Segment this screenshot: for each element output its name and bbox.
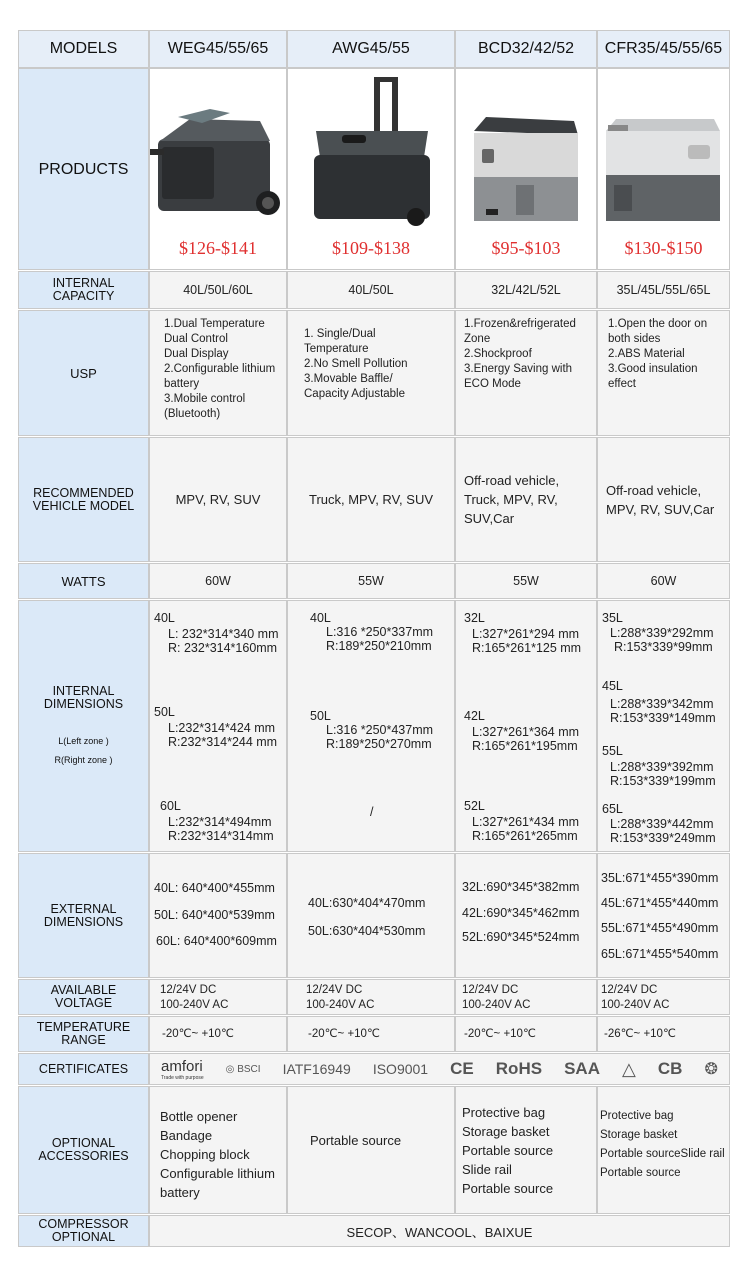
ext-dim: 65L:671*455*540mm (601, 947, 719, 961)
external-dims-label (18, 853, 149, 978)
row-label: EXTERNAL DIMENSIONS (43, 901, 124, 929)
vehicle-value: Truck, MPV, RV, SUV (308, 492, 434, 507)
ext-dim: 50L: 640*400*539mm (154, 908, 275, 922)
row-label: RECOMMENDED VEHICLE MODEL (32, 485, 135, 513)
rohs-mark: RoHS (495, 1059, 543, 1078)
temp-cell-1: -20℃~ +10℃ (149, 1016, 287, 1052)
dim-size: 50L (154, 705, 175, 719)
vehicle-value: MPV, RV, SUV (175, 492, 261, 507)
dim-size: 42L (464, 709, 485, 723)
model-name: WEG45/55/65 (167, 40, 269, 57)
capacity-value: 40L/50L/60L (183, 283, 253, 297)
internal-dims-cell-3 (455, 600, 597, 852)
row-label: WATTS (61, 573, 106, 589)
cb-mark: CB (657, 1059, 683, 1078)
iatf-cert: IATF16949 (282, 1061, 351, 1077)
models-label: MODELS (49, 40, 118, 57)
dim-size: 55L (602, 744, 623, 758)
ce-mark: CE (450, 1059, 474, 1078)
usp-cell-3: 1.Frozen&refrigerated Zone 2.Shockproof 3.Energy Saving with ECO Mode (455, 310, 597, 436)
amfori-tagline: Trade with purpose (161, 1074, 204, 1081)
temp-cell-3: -20℃~ +10℃ (455, 1016, 597, 1052)
price: $126-$141 (179, 238, 257, 258)
dim-size: 52L (464, 799, 485, 813)
watts-cell-4 (597, 563, 730, 599)
watts-cell-3 (455, 563, 597, 599)
voltage-cell-3: 12/24V DC 100-240V AC (455, 979, 597, 1015)
ext-dim: 42L:690*345*462mm (462, 906, 580, 920)
product-weg (149, 68, 287, 270)
watts-value: 55W (358, 574, 384, 588)
model-name: BCD32/42/52 (477, 40, 575, 57)
capacity-cell-3 (455, 271, 597, 309)
iso-cert: ISO9001 (372, 1061, 429, 1077)
dim-right: R:232*314*314mm (168, 829, 274, 843)
internal-dims-cell-4 (597, 600, 730, 852)
dim-right: R:165*261*265mm (472, 829, 578, 843)
usp-cell-1: 1.Dual Temperature Dual Control Dual Display 2.Configurable lithium battery 3.Mobile control (Bluetooth) (149, 310, 287, 436)
external-dims-cell-2 (287, 853, 455, 978)
dim-right: R:189*250*210mm (326, 639, 432, 653)
dim-right: R:153*339*199mm (610, 774, 716, 788)
dim-left: L:327*261*294 mm (472, 627, 580, 641)
accessories-cell-3: Protective bag Storage basket Portable source Slide rail Portable source (455, 1086, 597, 1214)
dim-left: L:327*261*364 mm (472, 725, 580, 739)
product-cfr (597, 68, 730, 270)
row-label: INTERNAL DIMENSIONS (43, 684, 124, 711)
capacity-cell-4 (597, 271, 730, 309)
watts-label (18, 563, 149, 599)
internal-dims-label (18, 600, 149, 852)
voltage-cell-1: 12/24V DC 100-240V AC (149, 979, 287, 1015)
row-label: INTERNAL CAPACITY (52, 276, 115, 303)
internal-dims-cell-2 (287, 600, 455, 852)
dim-right: R:189*250*270mm (326, 737, 432, 751)
bsci-logo: ◎ BSCI (225, 1063, 261, 1075)
dim-right: R:232*314*244 mm (168, 735, 278, 749)
vehicle-cell-4: Off-road vehicle, MPV, RV, SUV,Car (597, 437, 730, 562)
temp-cell-4: -26℃~ +10℃ (597, 1016, 730, 1052)
ext-dim: 40L: 640*400*455mm (154, 881, 275, 895)
amfori-logo (161, 1058, 204, 1081)
row-sublabel: L(Left zone ) (58, 736, 109, 746)
cooler-bcd-image (456, 69, 596, 229)
dim-size: 45L (602, 679, 623, 693)
dim-right: R: 232*314*160mm (168, 641, 278, 655)
certificates-strip (149, 1053, 730, 1085)
products-label (18, 68, 149, 270)
cooler-cfr-image (598, 69, 729, 229)
accessories-cell-2: Portable source (287, 1086, 455, 1214)
cooler-weg-image (150, 69, 286, 229)
model-header-1 (149, 30, 287, 68)
temp-label (18, 1016, 149, 1052)
dim-size: 50L (310, 709, 331, 723)
watts-value: 60W (650, 574, 677, 588)
vehicle-cell-1 (149, 437, 287, 562)
dim-right: R:165*261*195mm (472, 739, 578, 753)
ext-dim: 55L:671*455*490mm (601, 921, 719, 935)
vehicle-cell-2 (287, 437, 455, 562)
dim-size: 65L (602, 802, 623, 816)
price: $130-$150 (624, 238, 703, 258)
compressor-cell (149, 1215, 730, 1247)
dim-left: L:327*261*434 mm (472, 815, 580, 829)
watts-value: 55W (513, 574, 539, 588)
external-dims-cell-1 (149, 853, 287, 978)
accessories-cell-1: Bottle opener Bandage Chopping block Configurable lithium battery (149, 1086, 287, 1214)
temp-cell-2: -20℃~ +10℃ (287, 1016, 455, 1052)
capacity-value: 40L/50L (348, 283, 394, 297)
product-bcd (455, 68, 597, 270)
dim-right: R:153*339*249mm (610, 831, 716, 845)
dim-size: 32L (464, 611, 485, 625)
cooler-awg-image (288, 69, 454, 229)
accessories-cell-4: Protective bag Storage basket Portable sourceSlide rail Portable source (597, 1086, 730, 1214)
dim-right: R:153*339*99mm (614, 640, 713, 654)
dim-left: L:232*314*424 mm (168, 721, 276, 735)
capacity-cell-2 (287, 271, 455, 309)
row-label: COMPRESSOR OPTIONAL (38, 1217, 129, 1244)
usp-cell-4: 1.Open the door on both sides 2.ABS Material 3.Good insulation effect (597, 310, 730, 436)
saa-mark: SAA (564, 1059, 600, 1078)
dim-right: R:153*339*149mm (610, 711, 716, 725)
compressor-value: SECOP、WANCOOL、BAIXUE (346, 1224, 533, 1240)
product-awg (287, 68, 455, 270)
row-label: USP (70, 365, 97, 381)
dim-left: L:288*339*392mm (610, 760, 714, 774)
model-name: CFR35/45/55/65 (604, 40, 723, 57)
watts-value: 60W (205, 574, 231, 588)
dim-left: L:288*339*292mm (610, 626, 714, 640)
row-label: CERTIFICATES (38, 1061, 129, 1076)
row-sublabel: R(Right zone ) (54, 755, 113, 765)
warning-triangle-icon: △ (622, 1058, 636, 1079)
dim-none: / (370, 805, 374, 819)
accessories-label (18, 1086, 149, 1214)
dim-left: L:316 *250*437mm (326, 723, 434, 737)
voltage-cell-2: 12/24V DC 100-240V AC (287, 979, 455, 1015)
ext-dim: 60L: 640*400*609mm (156, 934, 277, 948)
vehicle-cell-3: Off-road vehicle, Truck, MPV, RV, SUV,Car (455, 437, 597, 562)
ext-dim: 52L:690*345*524mm (462, 930, 580, 944)
dim-left: L: 232*314*340 mm (168, 627, 279, 641)
row-label: AVAILABLE VOLTAGE (50, 983, 117, 1010)
price: $109-$138 (332, 238, 410, 258)
ccc-icon: ❂ (704, 1061, 718, 1078)
usp-label (18, 310, 149, 436)
ext-dim: 32L:690*345*382mm (462, 880, 580, 894)
capacity-value: 35L/45L/55L/65L (616, 283, 711, 297)
dim-size: 40L (310, 611, 331, 625)
bsci-text: BSCI (237, 1063, 261, 1075)
watts-cell-2 (287, 563, 455, 599)
row-label: PRODUCTS (38, 160, 129, 178)
internal-dims-cell-1 (149, 600, 287, 852)
external-dims-cell-4 (597, 853, 730, 978)
dim-left: L:288*339*342mm (610, 697, 714, 711)
ext-dim: 35L:671*455*390mm (601, 871, 719, 885)
dim-left: L:288*339*442mm (610, 817, 714, 831)
external-dims-cell-3 (455, 853, 597, 978)
model-name: AWG45/55 (332, 40, 410, 57)
price: $95-$103 (491, 238, 561, 258)
ext-dim: 50L:630*404*530mm (308, 924, 426, 938)
capacity-cell-1 (149, 271, 287, 309)
certs-label (18, 1053, 149, 1085)
vehicle-label (18, 437, 149, 562)
models-header (18, 30, 149, 68)
row-label: TEMPERATURE RANGE (36, 1020, 131, 1047)
model-header-4 (597, 30, 730, 68)
dim-size: 60L (160, 799, 181, 813)
dim-size: 40L (154, 611, 175, 625)
dim-left: L:232*314*494mm (168, 815, 272, 829)
voltage-label (18, 979, 149, 1015)
dim-left: L:316 *250*337mm (326, 625, 434, 639)
capacity-label (18, 271, 149, 309)
dim-size: 35L (602, 611, 623, 625)
capacity-value: 32L/42L/52L (491, 283, 561, 297)
amfori-text: amfori (161, 1057, 203, 1075)
dim-right: R:165*261*125 mm (472, 641, 582, 655)
ext-dim: 40L:630*404*470mm (308, 896, 426, 910)
voltage-cell-4: 12/24V DC 100-240V AC (597, 979, 730, 1015)
model-header-2 (287, 30, 455, 68)
row-label: OPTIONAL ACCESSORIES (38, 1136, 129, 1163)
model-header-3 (455, 30, 597, 68)
ext-dim: 45L:671*455*440mm (601, 896, 719, 910)
watts-cell-1 (149, 563, 287, 599)
compressor-label (18, 1215, 149, 1247)
usp-cell-2: 1. Single/Dual Temperature 2.No Smell Pollution 3.Movable Baffle/ Capacity Adjustable (287, 310, 455, 436)
